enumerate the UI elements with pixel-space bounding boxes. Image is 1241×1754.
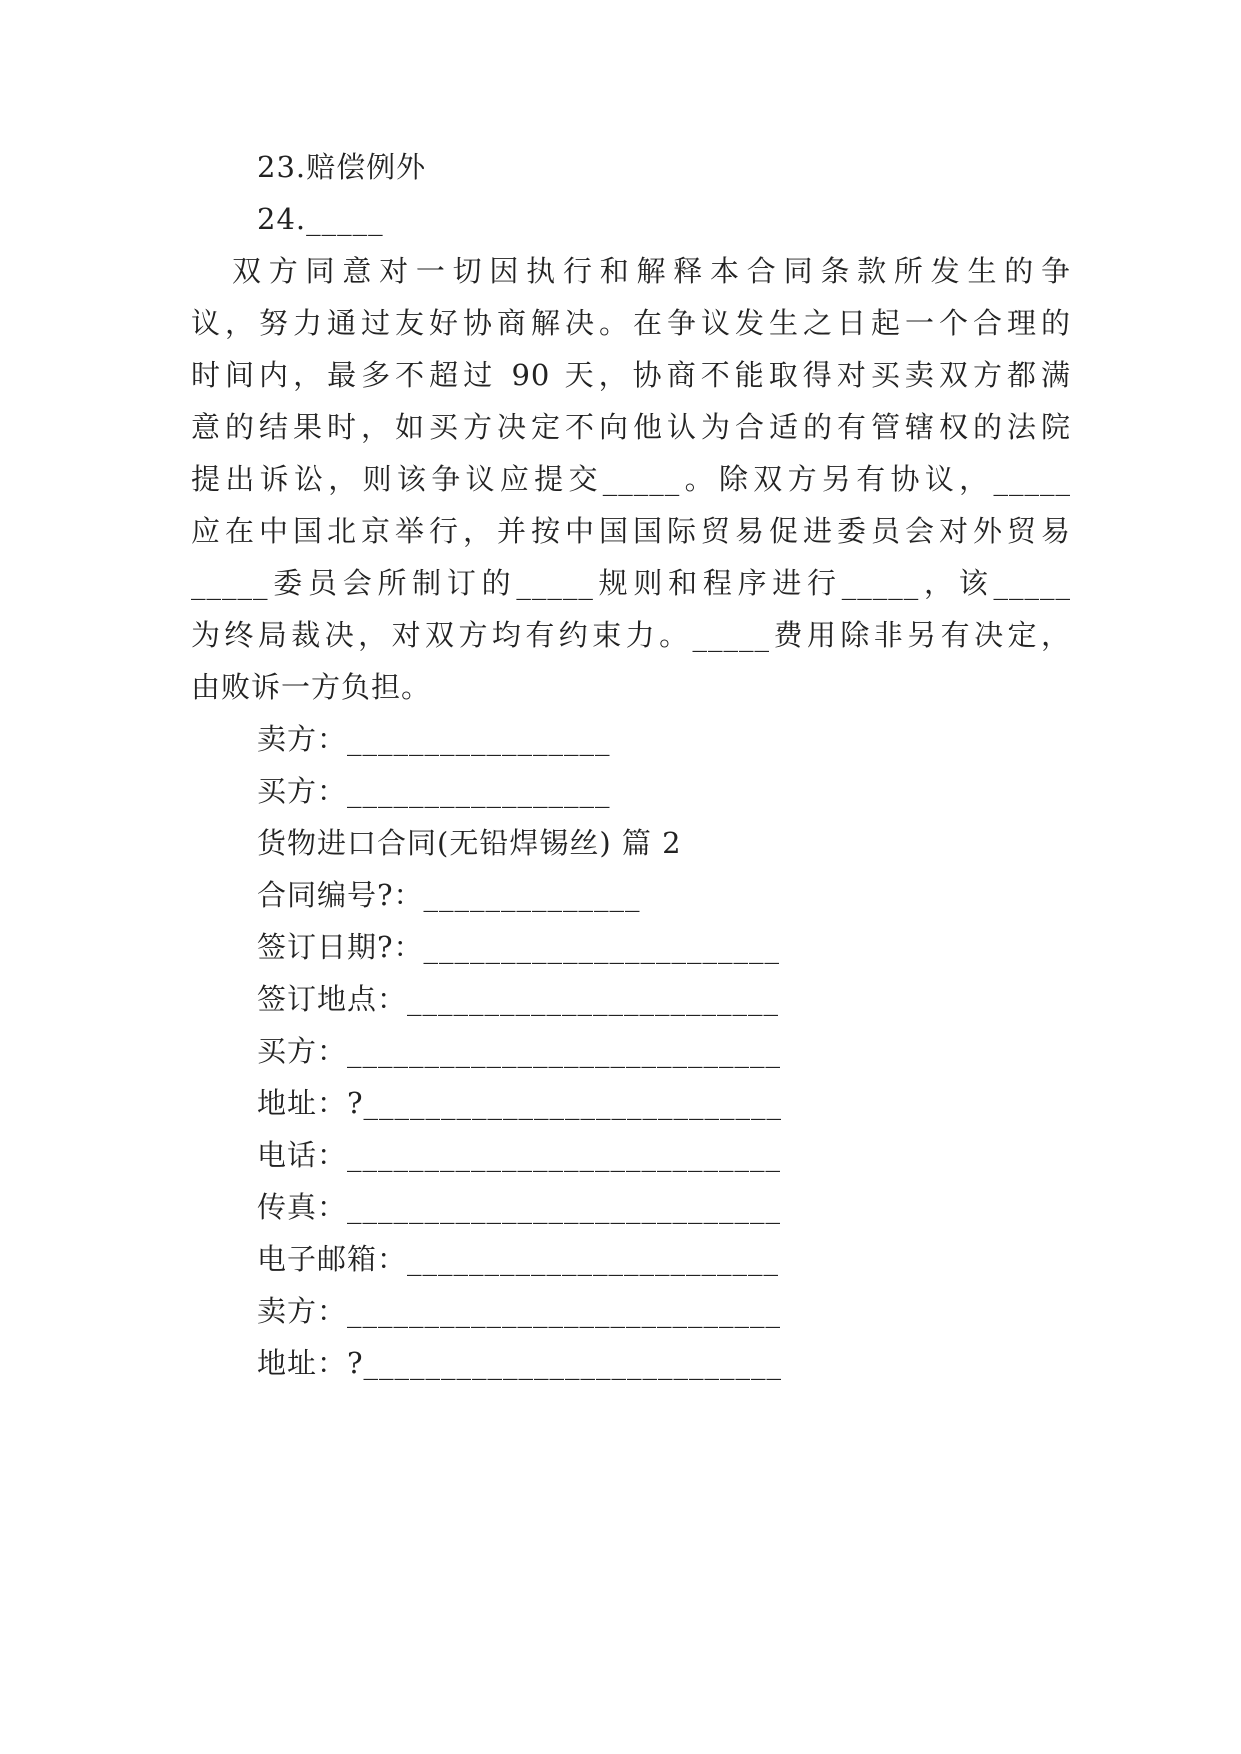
field-seller-address: 地址：?___________________________ [257, 1346, 783, 1380]
seller-signature: 卖方：_________________ [257, 722, 611, 756]
field-buyer: 买方：____________________________ [257, 1034, 782, 1068]
field-sign-place: 签订地点：________________________ [257, 982, 780, 1016]
contract-2-title: 货物进口合同(无铅焊锡丝) 篇 2 [257, 826, 682, 860]
clause-24: 24._____ [257, 202, 384, 236]
field-seller: 卖方：____________________________ [257, 1294, 782, 1328]
paragraph-line: 意的结果时，如买方决定不向他认为合适的有管辖权的法院 [191, 410, 1071, 444]
paragraph-line: 议，努力通过友好协商解决。在争议发生之日起一个合理的 [191, 306, 1071, 340]
paragraph-line: 为终局裁决，对双方均有约束力。_____费用除非另有决定， [191, 618, 1071, 652]
paragraph-line: 由败诉一方负担。 [191, 670, 432, 704]
buyer-signature: 买方：_________________ [257, 774, 611, 808]
paragraph-line: 双方同意对一切因执行和解释本合同条款所发生的争 [232, 254, 1071, 288]
field-buyer-address: 地址：?___________________________ [257, 1086, 783, 1120]
field-email: 电子邮箱：________________________ [257, 1242, 780, 1276]
field-contract-number: 合同编号?：______________ [257, 878, 641, 912]
paragraph-line: 提出诉讼，则该争议应提交_____。除双方另有协议，_____ [191, 462, 1071, 496]
field-sign-date: 签订日期?：_______________________ [257, 930, 781, 964]
clause-23: 23.赔偿例外 [257, 150, 427, 184]
field-phone: 电话：____________________________ [257, 1138, 782, 1172]
field-fax: 传真：____________________________ [257, 1190, 782, 1224]
paragraph-line: 应在中国北京举行，并按中国国际贸易促进委员会对外贸易 [191, 514, 1071, 548]
paragraph-line: 时间内，最多不超过 90 天，协商不能取得对买卖双方都满 [191, 358, 1071, 392]
paragraph-line: _____委员会所制订的_____规则和程序进行_____，该_____ [191, 566, 1071, 600]
